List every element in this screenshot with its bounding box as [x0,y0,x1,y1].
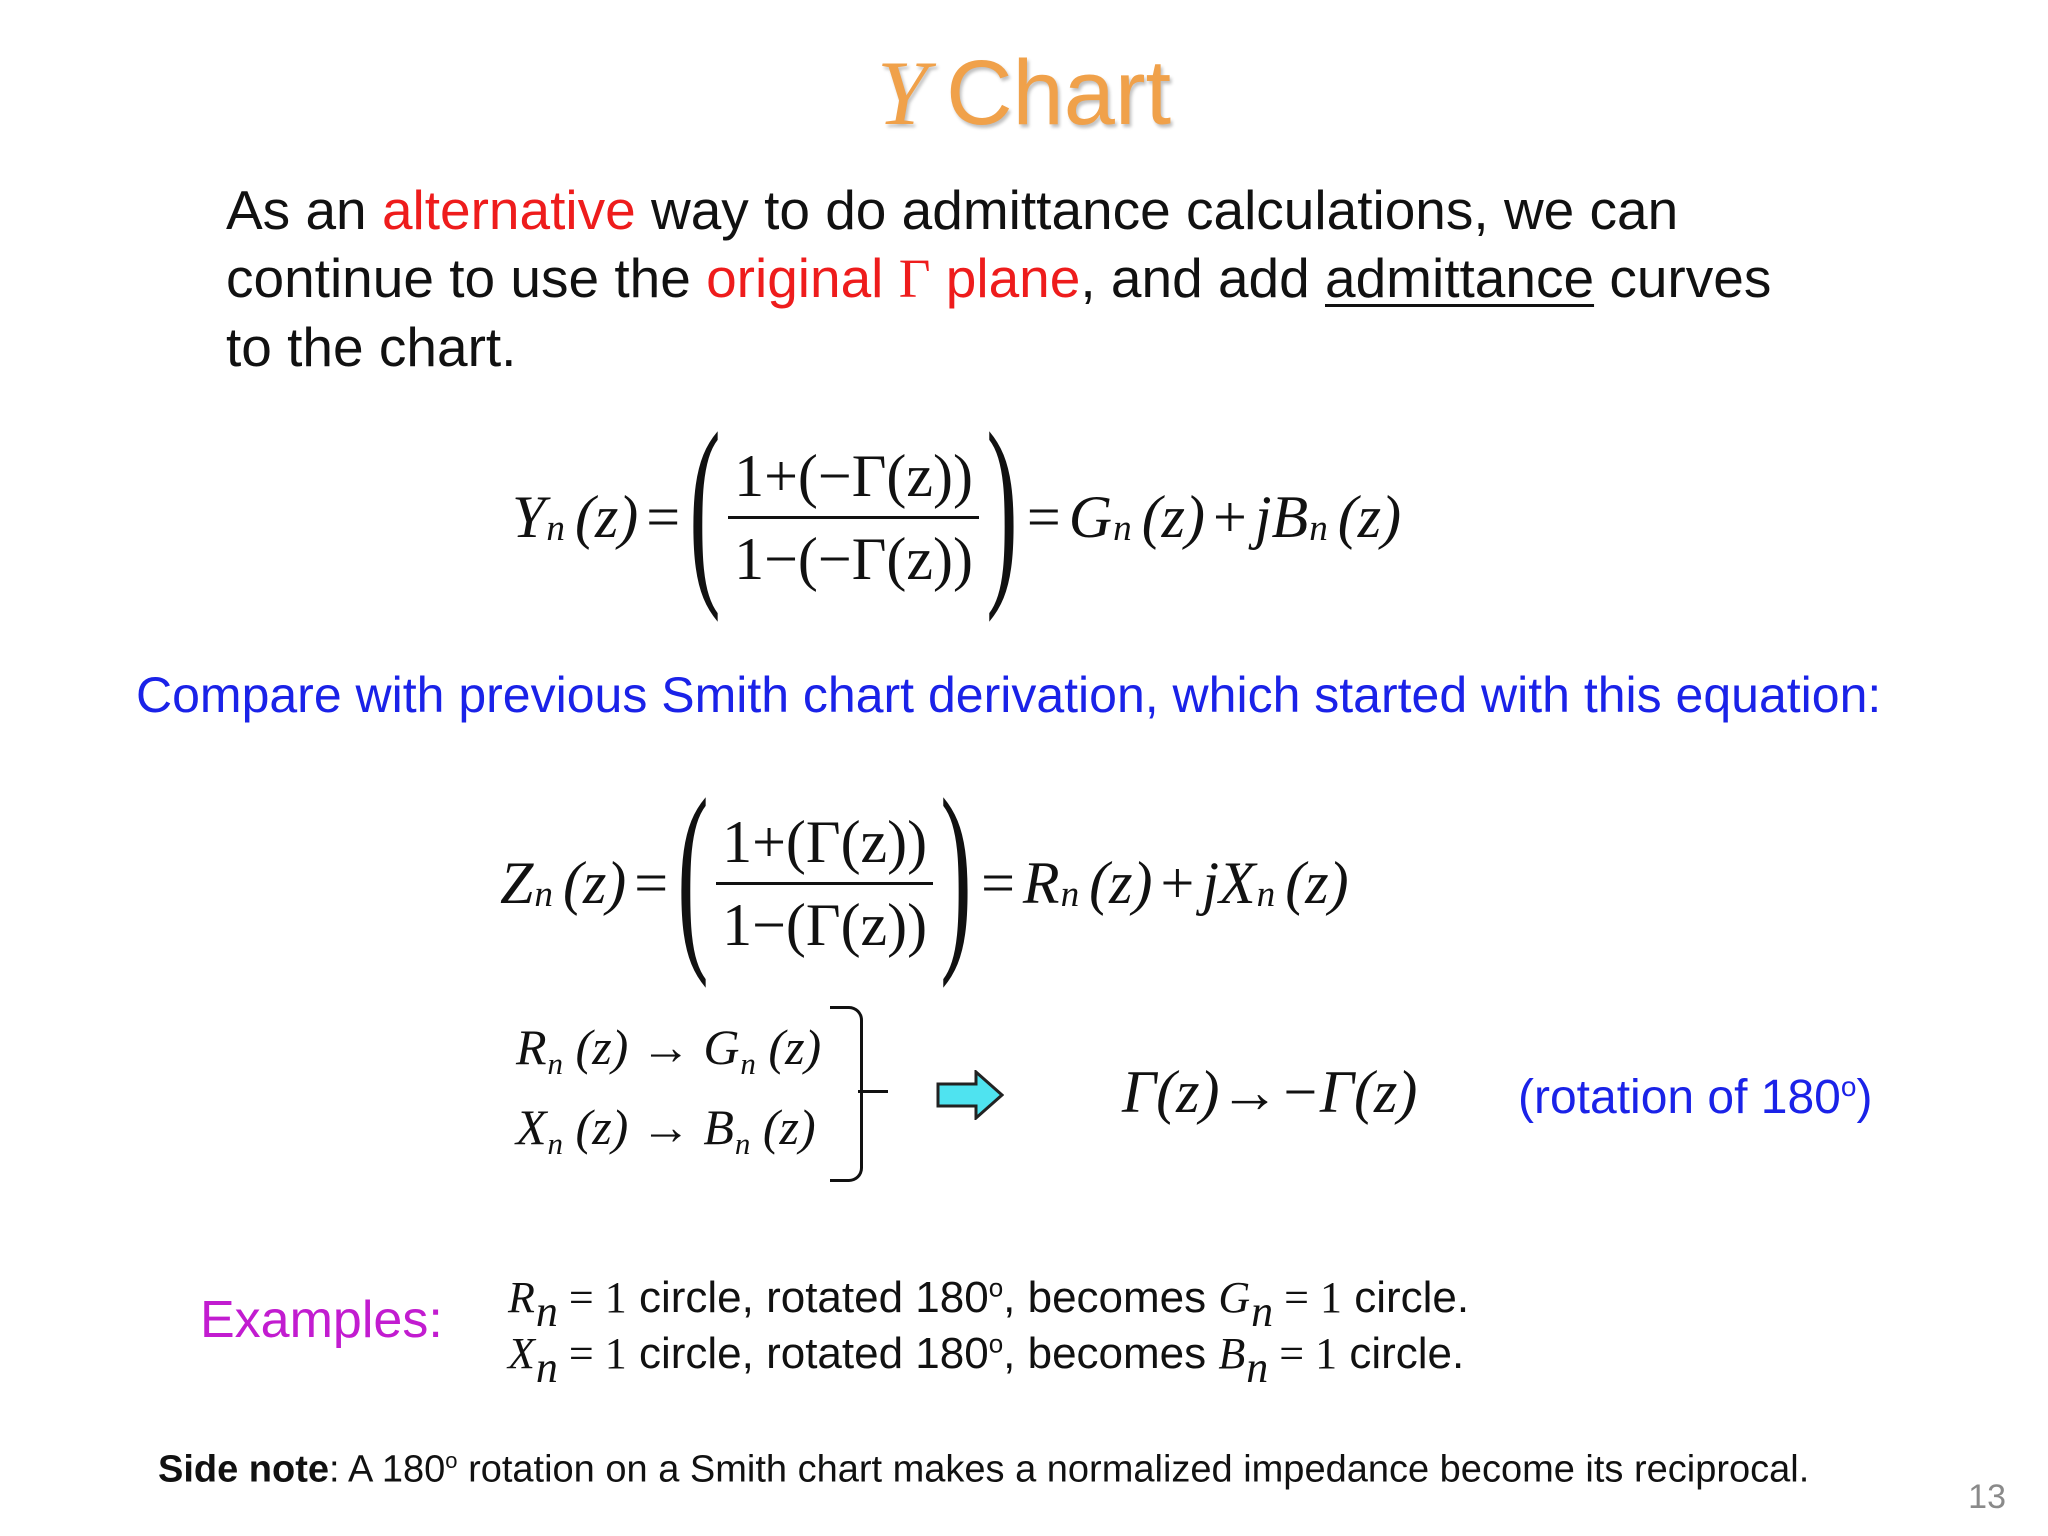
map-b: B [703,1099,734,1155]
ex2-eq: = 1 [557,1329,627,1378]
side-note-deg: o [445,1448,458,1473]
intro-text-3: , and add [1080,247,1325,309]
examples-label: Examples: [200,1291,443,1349]
map-arrow-1: → [640,1019,691,1075]
ex2-sub2: n [1246,1343,1269,1393]
eq2-lhs-var: Z [500,849,534,916]
eq2-rhs-x-sub: n [1256,874,1276,916]
eq2-rhs-r-sub: n [1060,874,1080,916]
eq1-denominator: 1−(−Γ(z)) [734,525,973,592]
eq2-rhs-x: jX [1202,849,1256,916]
ex1-text2: , becomes [1003,1273,1219,1322]
ex1-text: circle, rotated 180 [626,1273,989,1322]
map-b-sub: n [734,1125,751,1161]
ex2-var: X [508,1329,535,1378]
map-r-arg: (z) [575,1019,629,1075]
ex2-text2: , becomes [1003,1329,1219,1378]
map-r-to-g [516,1018,822,1081]
eq1-numerator: 1+(−Γ(z)) [734,442,973,509]
side-note-text-2: rotation on a Smith chart makes a normalized impedance become its reciprocal. [457,1448,1810,1491]
ex1-end: circle. [1341,1273,1470,1322]
example-line-1 [508,1272,1470,1337]
eq1-rhs-b-sub: n [1309,508,1328,550]
ex1-sub: n [535,1287,558,1337]
eq2-numerator: 1+(Γ(z)) [722,808,928,875]
eq1-rhs-g-sub: n [1113,508,1132,550]
ex2-deg: o [988,1328,1004,1359]
rotation-text: (rotation of 180 [1518,1071,1841,1124]
page-number: 13 [1968,1478,2006,1516]
eq2-rhs-x-arg: (z) [1285,849,1349,916]
example-line-2 [508,1328,1465,1393]
compare-text: Compare with previous Smith chart derivation, which started with this equation: [136,667,1882,723]
intro-text-1: As an [226,179,382,241]
map-g: G [703,1019,740,1075]
right-brace [830,1006,863,1182]
eq2-rhs-r-arg: (z) [1089,849,1153,916]
intro-text-2: way to do admittance calculations, we can continue to use the [226,179,1679,309]
title-symbol: Y [876,42,929,144]
rotation-note [1518,1070,1872,1125]
rotation-close: ) [1856,1071,1873,1124]
map-arrow-2: → [640,1099,691,1155]
eq2-fraction [716,802,933,965]
rotation-deg: o [1840,1071,1857,1102]
intro-paragraph [226,176,1826,381]
map-r: R [516,1019,547,1075]
title-text: Chart [946,42,1172,144]
eq1-rhs-g: G [1068,483,1113,550]
eq2-lhs-sub: n [534,874,553,916]
intro-admittance: admittance [1325,247,1595,309]
map-b-arg: (z) [762,1099,816,1155]
intro-plane: plane [930,247,1081,309]
right-arrow-icon [936,1070,1004,1120]
ex2-var2: B [1218,1329,1246,1378]
eq2-lhs-arg: (z) [562,849,627,916]
impedance-equation: Z n (z) = ( $\frac{1+(\Gamma(z))}{1-(\Gamma(z))}$ ) = R n (z) + jX n (z) [500,757,1349,989]
ex2-text: circle, rotated 180 [626,1329,989,1378]
map-x-sub: n [547,1125,564,1161]
eq1-rhs-b-arg: (z) [1337,483,1402,550]
ex2-end: circle. [1337,1329,1465,1378]
ex1-var: R [508,1273,535,1322]
eq1-lhs-var: Y [512,483,546,550]
map-r-sub: n [547,1045,564,1081]
ex1-eq: = 1 [557,1273,627,1322]
eq1-rhs-g-arg: (z) [1141,483,1206,550]
map-x: X [516,1099,547,1155]
ex1-eq2: = 1 [1273,1273,1342,1322]
slide-title [0,40,2048,146]
eq1-lhs-arg: (z) [574,483,639,550]
gamma-negation: Γ(z)→−Γ(z) [1122,1059,1418,1125]
map-x-to-b [516,1098,816,1161]
eq1-rhs-b: jB [1254,483,1309,550]
brace-tick [858,1090,888,1093]
ex1-var2: G [1218,1273,1251,1322]
map-g-arg: (z) [768,1019,822,1075]
side-note-text-1: : A 180 [329,1448,446,1491]
intro-text-4: curves to the chart. [226,247,1772,378]
ex2-sub: n [535,1343,558,1393]
intro-alternative: alternative [381,179,636,241]
side-note [158,1448,1809,1492]
eq2-denominator: 1−(Γ(z)) [722,891,928,958]
intro-original: original [706,247,884,309]
admittance-equation: Y n (z) = ( $\frac{1+(-\Gamma(z))}{1-(-\Gamma(z))}$ ) = G n (z) + jB n (z) [512,391,1402,623]
map-g-sub: n [740,1045,756,1081]
intro-gamma: Γ [898,248,931,309]
ex1-sub2: n [1251,1287,1274,1337]
eq1-fraction [728,436,979,599]
eq2-rhs-r: R [1022,849,1060,916]
side-note-label: Side note [158,1448,330,1491]
ex2-eq2: = 1 [1268,1329,1338,1378]
map-x-arg: (z) [575,1099,629,1155]
ex1-deg: o [988,1272,1004,1303]
eq1-lhs-sub: n [546,508,565,550]
